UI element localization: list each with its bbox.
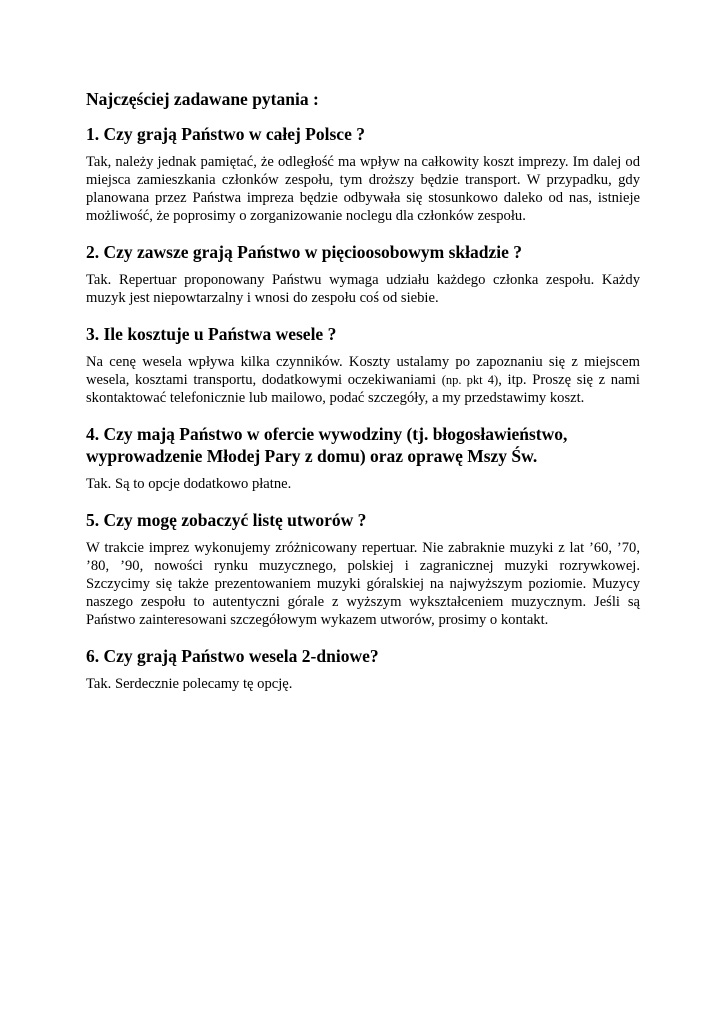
faq-answer-text: , itp. Proszę się z nami skontaktować telefonicznie lub mailowo, podać szczegóły, a my przedstawimy koszt. [86,372,640,406]
faq-question: 2. Czy zawsze grają Państwo w pięcioosobowym składzie ? [86,242,522,262]
faq-item [86,645,640,693]
faq-question: 4. Czy mają Państwo w ofercie wywodziny (tj. błogosławieństwo, wyprowadzenie Młodej Pary z domu) oraz oprawę Mszy Św. [86,424,568,466]
faq-item [86,423,640,493]
faq-item [86,123,640,225]
faq-item [86,241,640,307]
faq-item [86,323,640,407]
page-title: Najczęściej zadawane pytania : [86,89,319,109]
faq-question: 6. Czy grają Państwo wesela 2-dniowe? [86,646,379,666]
faq-question: 1. Czy grają Państwo w całej Polsce ? [86,124,365,144]
faq-question: 3. Ile kosztuje u Państwa wesele ? [86,324,337,344]
faq-answer: Tak, należy jednak pamiętać, że odległość ma wpływ na całkowity koszt imprezy. Im dalej od miejsca zamieszkania członków zespołu, tym droższy będzie transport. W przypadku, gdy planowana przez Państwa impreza będzie odbywała się stosunkowo daleko od nas, istnieje możliwość, że poprosimy o zorganizowanie noclegu dla członków zespołu. [86,154,640,224]
faq-answer: Tak. Repertuar proponowany Państwu wymaga udziału każdego członka zespołu. Każdy muzyk jest niepowtarzalny i wnosi do zespołu coś od siebie. [86,272,640,306]
faq-question: 5. Czy mogę zobaczyć listę utworów ? [86,510,367,530]
document-page [86,88,640,709]
faq-answer-note: (np. pkt 4) [441,373,499,387]
faq-item [86,509,640,629]
faq-answer: Tak. Serdecznie polecamy tę opcję. [86,676,293,692]
faq-answer [86,353,640,407]
faq-answer: Tak. Są to opcje dodatkowo płatne. [86,476,292,492]
faq-answer: W trakcie imprez wykonujemy zróżnicowany repertuar. Nie zabraknie muzyki z lat ’60, ’70, ’80, ’90, nowości rynku muzycznego, polskiej i zagranicznej muzyki rozrywkowej. Szczycimy się także prezentowaniem muzyki góralskiej na najwyższym poziomie. Muzycy naszego zespołu to autentyczni górale z wyższym wykształceniem muzycznym. Jeśli są Państwo zainteresowani szczegółowym wykazem utworów, prosimy o kontakt. [86,540,640,628]
faq-answer-text: Na cenę wesela wpływa kilka czynników. Koszty ustalamy po zapoznaniu się z miejscem wesela, kosztami transportu, dodatkowymi oczekiwaniami [86,354,640,388]
